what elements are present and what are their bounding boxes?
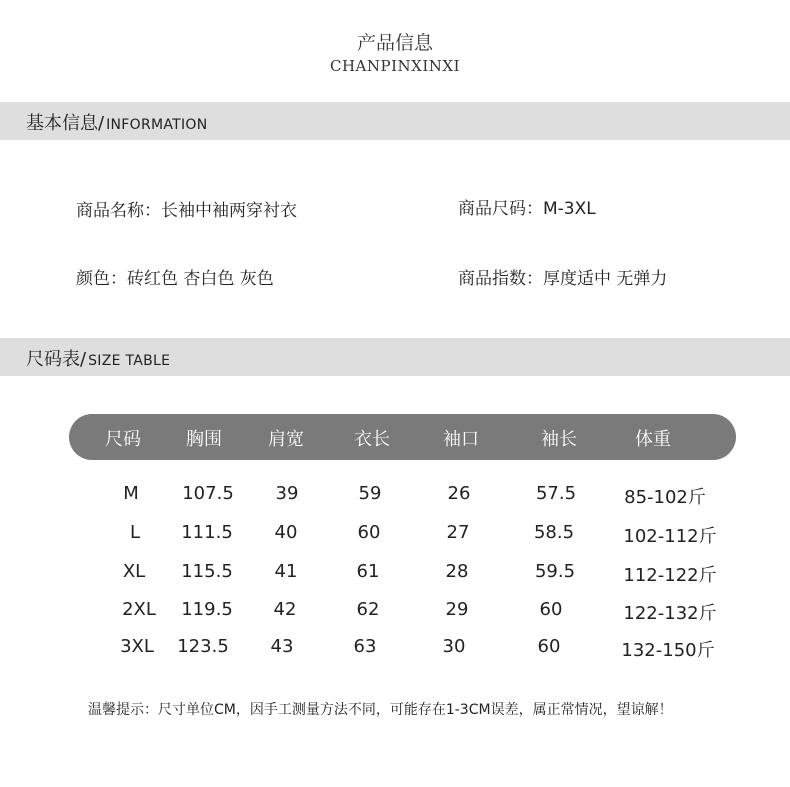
table-cell: 2XL xyxy=(122,599,156,620)
table-cell: 60 xyxy=(537,636,561,657)
table-cell: 63 xyxy=(353,636,377,657)
table-cell: 122-132斤 xyxy=(623,603,717,624)
header-cell-cuff: 袖口 xyxy=(443,429,479,450)
info-product-name: 商品名称：长袖中袖两穿衬衣 xyxy=(76,201,297,221)
table-cell: 112-122斤 xyxy=(623,565,717,586)
table-cell: 60 xyxy=(539,599,563,620)
table-cell: 85-102斤 xyxy=(624,487,706,508)
table-cell: 119.5 xyxy=(181,599,233,620)
table-cell: 59.5 xyxy=(534,561,576,582)
info-product-size: 商品尺码：M-3XL xyxy=(458,199,596,219)
table-cell: 62 xyxy=(356,599,380,620)
table-cell: 40 xyxy=(274,522,298,543)
table-cell: 57.5 xyxy=(535,483,577,504)
table-cell: 132-150斤 xyxy=(621,640,715,661)
table-cell: 30 xyxy=(442,636,466,657)
section-heading-en: INFORMATION xyxy=(106,117,208,133)
section-heading-en: SIZE TABLE xyxy=(88,353,171,369)
table-cell: XL xyxy=(122,561,146,582)
header-cell-size: 尺码 xyxy=(105,429,141,450)
section-heading-cn: 尺码表/ xyxy=(26,349,87,370)
table-cell: 60 xyxy=(357,522,381,543)
table-cell: 115.5 xyxy=(181,561,233,582)
table-cell: 26 xyxy=(447,483,471,504)
info-color: 颜色：砖红色 杏白色 灰色 xyxy=(76,269,274,289)
measurement-note: 温馨提示：尺寸单位CM，因手工测量方法不同，可能存在1-3CM误差，属正常情况，望谅解！ xyxy=(88,702,673,718)
table-cell: 59 xyxy=(358,483,382,504)
table-cell: 123.5 xyxy=(177,636,229,657)
page-subtitle: CHANPINXINXI xyxy=(330,57,460,75)
table-cell: 28 xyxy=(445,561,469,582)
table-cell: 41 xyxy=(274,561,298,582)
header-cell-shoulder: 肩宽 xyxy=(268,429,304,450)
header-cell-chest: 胸围 xyxy=(186,429,222,450)
table-cell: 102-112斤 xyxy=(623,526,717,547)
table-cell: M xyxy=(123,483,139,504)
header-cell-sleeve: 袖长 xyxy=(541,429,577,450)
table-cell: L xyxy=(129,522,141,543)
section-heading-cn: 基本信息/ xyxy=(26,113,105,134)
table-cell: 43 xyxy=(270,636,294,657)
page-title: 产品信息 xyxy=(356,32,433,54)
table-cell: 107.5 xyxy=(182,483,234,504)
table-cell: 58.5 xyxy=(533,522,575,543)
table-cell: 42 xyxy=(273,599,297,620)
table-cell: 3XL xyxy=(120,636,154,657)
table-cell: 29 xyxy=(445,599,469,620)
table-cell: 27 xyxy=(446,522,470,543)
info-product-index: 商品指数：厚度适中 无弹力 xyxy=(458,269,668,289)
header-cell-length: 衣长 xyxy=(354,429,390,450)
header-cell-weight: 体重 xyxy=(635,429,671,450)
table-cell: 111.5 xyxy=(181,522,233,543)
table-cell: 61 xyxy=(356,561,380,582)
table-cell: 39 xyxy=(275,483,299,504)
